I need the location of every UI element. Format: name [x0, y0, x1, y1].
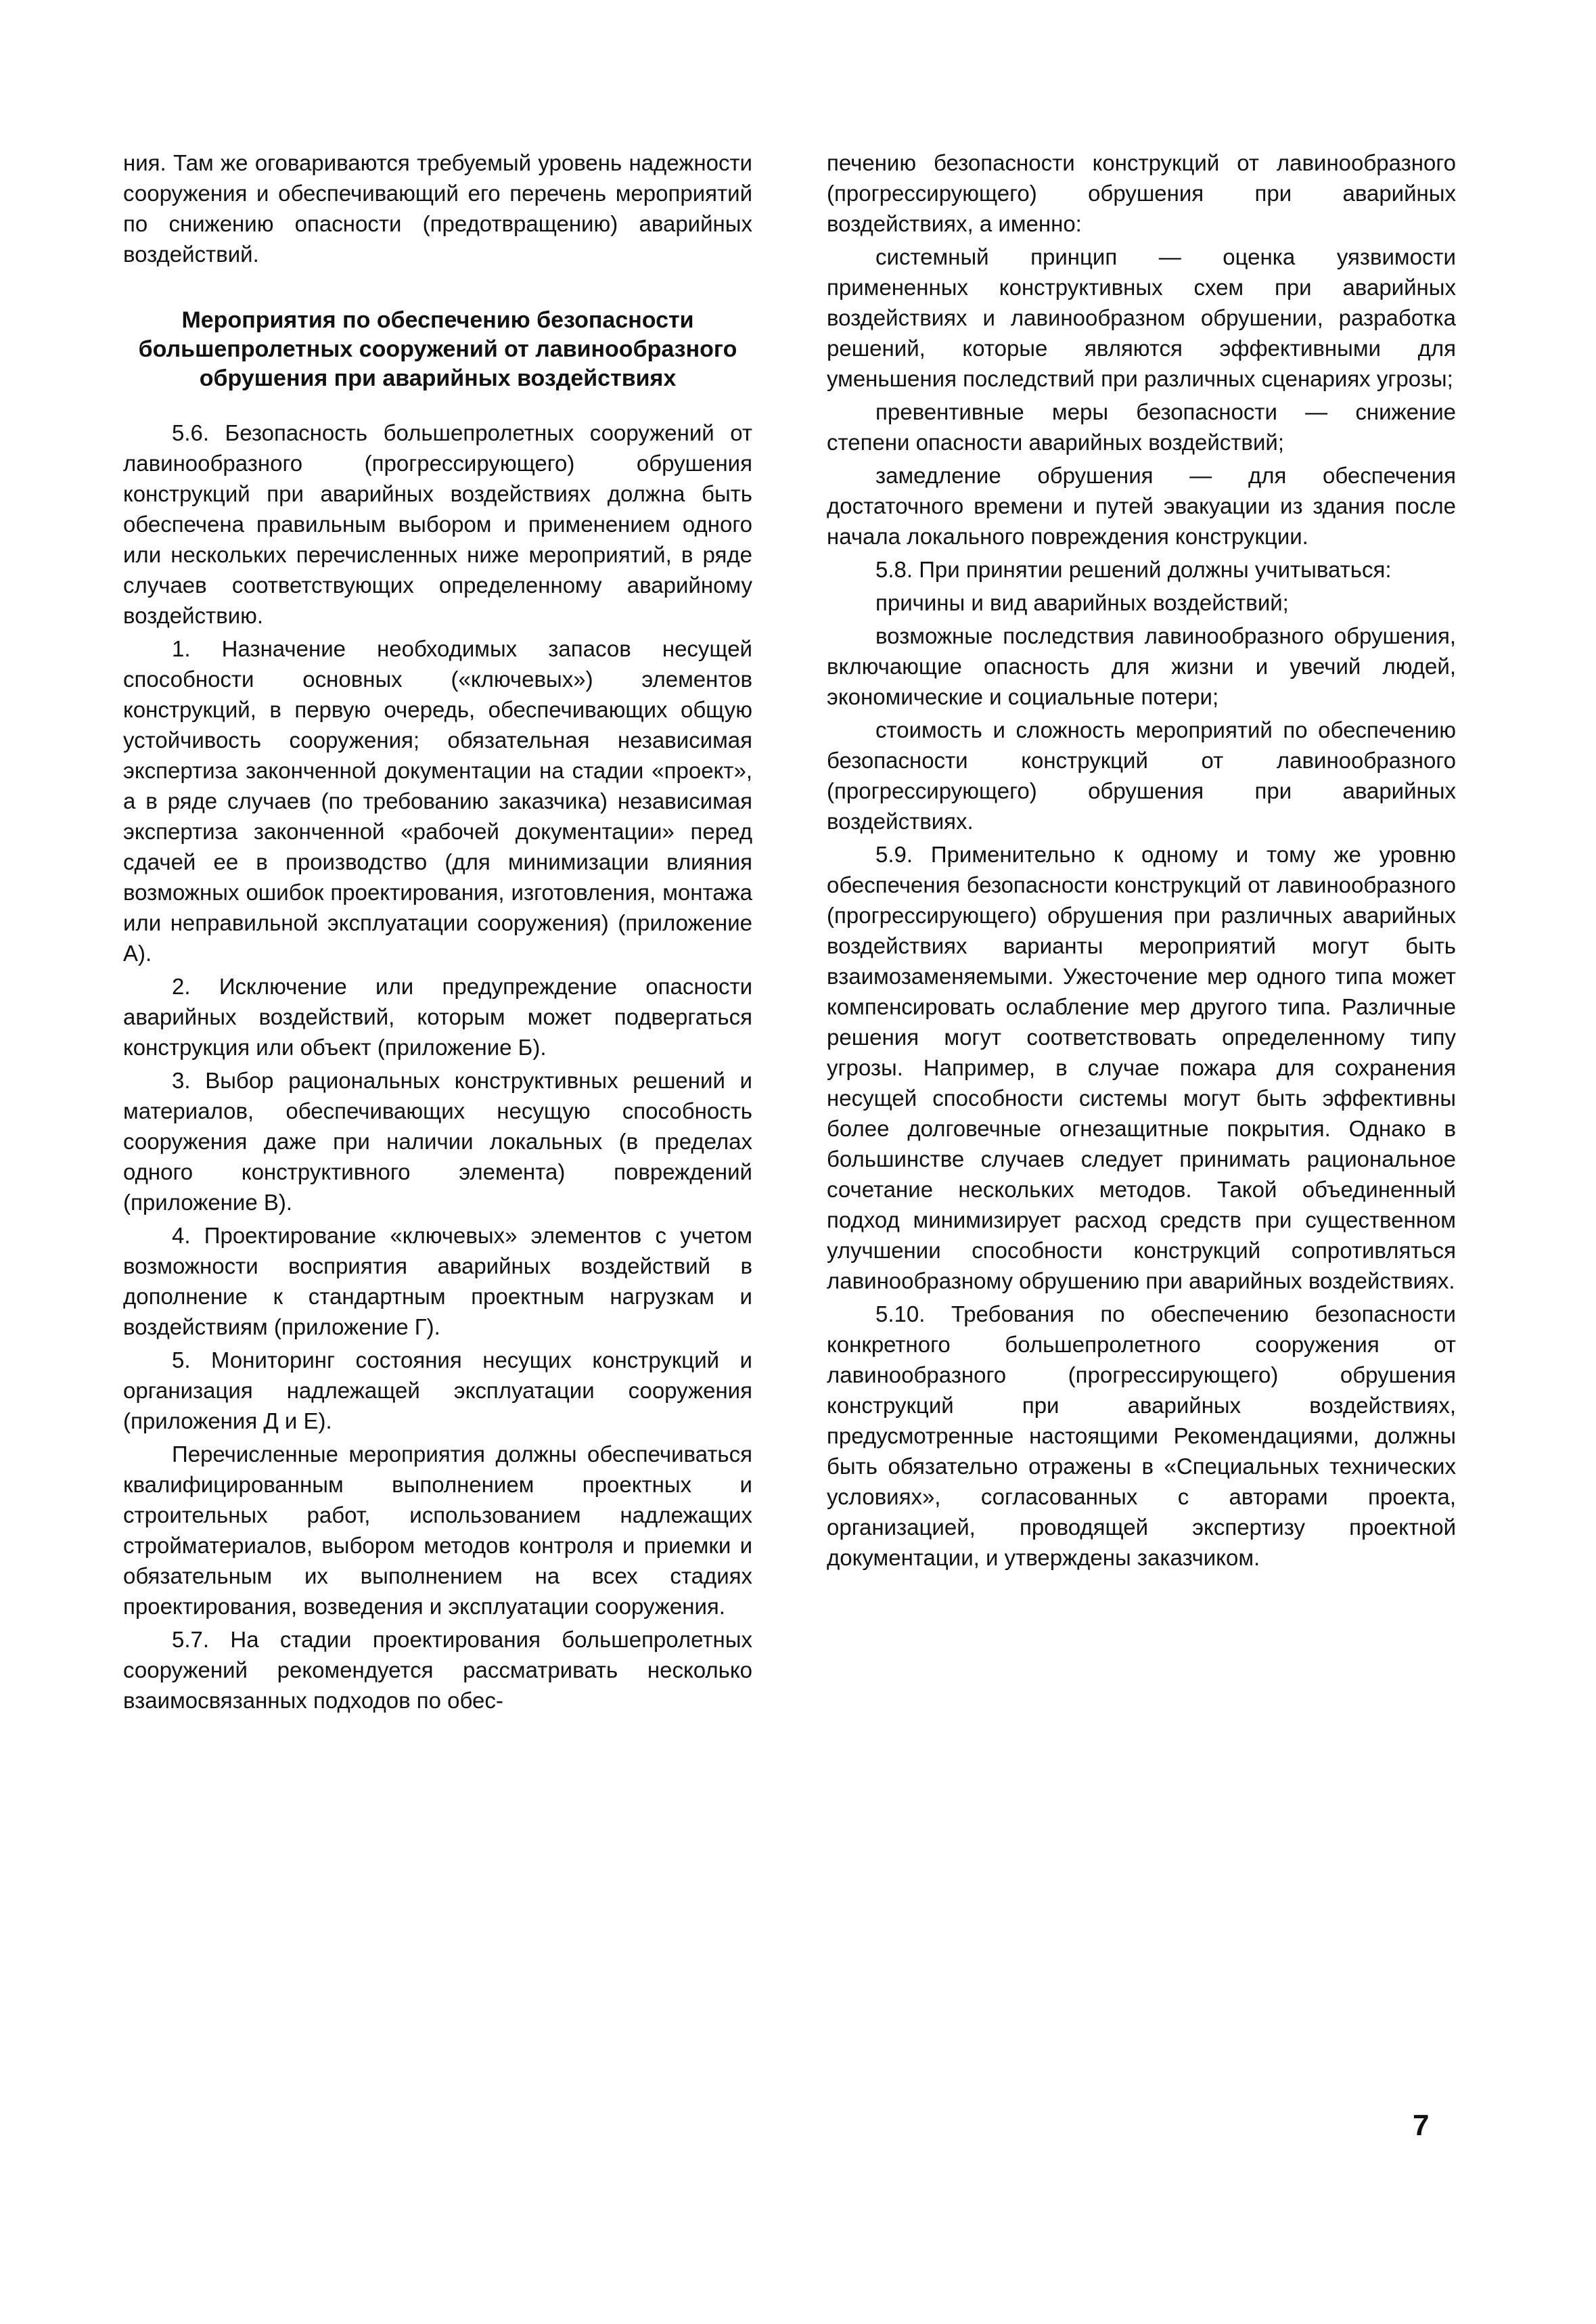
list-item-2: 2. Исключение или предупреждение опасности аварийных воздействий, которым может подвергаться конструкция или объект (приложение Б). — [123, 974, 752, 1060]
list-item-4: 4. Проектирование «ключевых» элементов с учетом возможности восприятия аварийных воздействий в дополнение к стандартным проектным нагрузкам и воздействиям (приложение Г). — [123, 1223, 752, 1339]
paragraph-5-9: 5.9. Применительно к одному и тому же уровню обеспечения безопасности конструкций от лавинообразного (прогрессирующего) обрушения при различных аварийных воздействиях варианты мероприятий могут быть взаимозаменяемыми. Ужесточение мер одного типа может компенсировать ослабление мер другого типа. Различные решения могут соответствовать определенному типу угрозы. Например, в случае пожара для сохранения несущей способности системы могут быть эффективны более долговечные огнезащитные покрытия. Однако в большинстве случаев следует принимать рациональное сочетание нескольких методов. Такой объединенный подход минимизирует расход средств при существенном улучшении способности конструкций сопротивляться лавинообразному обрушению при аварийных воздействиях. — [827, 842, 1456, 1293]
paragraph-5-6: 5.6. Безопасность большепролетных сооружений от лавинообразного (прогрессирующего) обрушения конструкций при аварийных воздействиях должна быть обеспечена правильным выбором и применением одного или нескольких перечисленных ниже мероприятий, в ряде случаев соответствующих определенному аварийному воздействию. — [123, 420, 752, 628]
list-item-1: 1. Назначение необходимых запасов несущей способности основных («ключевых») элементов конструкций, в первую очередь, обеспечивающих общую устойчивость сооружения; обязательная независимая экспертиза законченной документации на стадии «проект», а в ряде случаев (по требованию заказчика) независимая экспертиза законченной «рабочей документации» перед сдачей ее в производство (для минимизации влияния возможных ошибок проектирования, изготовления, монтажа или неправильной эксплуатации сооружения) (приложение А). — [123, 636, 752, 966]
paragraph-5-7: 5.7. На стадии проектирования большепролетных сооружений рекомендуется рассматривать несколько взаимосвязанных подходов по обес- — [123, 1627, 752, 1713]
paragraph-continuation: печению безопасности конструкций от лавинообразного (прогрессирующего) обрушения при аварийных воздействиях, а именно: — [827, 150, 1456, 236]
left-column — [123, 148, 752, 1718]
paragraph-slowdown: замедление обрушения — для обеспечения достаточного времени и путей эвакуации из здания после начала локального повреждения конструкции. — [827, 463, 1456, 549]
paragraph-system-principle: системный принцип — оценка уязвимости примененных конструктивных схем при аварийных воздействиях и лавинообразном обрушении, разработка решений, которые являются эффективными для уменьшения последствий при различных сценариях угрозы; — [827, 244, 1456, 391]
list-item-5: 5. Мониторинг состояния несущих конструкций и организация надлежащей эксплуатации сооружения (приложения Д и Е). — [123, 1347, 752, 1433]
list-item-3: 3. Выбор рациональных конструктивных решений и материалов, обеспечивающих несущую способность сооружения даже при наличии локальных (в пределах одного конструктивного элемента) повреждений (приложение В). — [123, 1068, 752, 1215]
right-column — [827, 148, 1456, 1576]
paragraph-preventive-measures: превентивные меры безопасности — снижение степени опасности аварийных воздействий; — [827, 399, 1456, 455]
paragraph-cost: стоимость и сложность мероприятий по обеспечению безопасности конструкций от лавинообразного (прогрессирующего) обрушения при аварийных воздействиях. — [827, 717, 1456, 834]
paragraph-causes: причины и вид аварийных воздействий; — [875, 590, 1289, 615]
paragraph-consequences: возможные последствия лавинообразного обрушения, включающие опасность для жизни и увечий людей, экономические и социальные потери; — [827, 623, 1456, 709]
paragraph-5-10: 5.10. Требования по обеспечению безопасности конкретного большепролетного сооружения от лавинообразного (прогрессирующего) обрушения конструкций при аварийных воздействиях, предусмотренные настоящими Рекомендациями, должны быть обязательно отражены в «Специальных технических условиях», согласованных с авторами проекта, организацией, проводящей экспертизу проектной документации, и утверждены заказчиком. — [827, 1301, 1456, 1570]
intro-paragraph: ния. Там же оговариваются требуемый уровень надежности сооружения и обеспечивающий его перечень мероприятий по снижению опасности (предотвращению) аварийных воздействий. — [123, 150, 752, 267]
section-heading: Мероприятия по обеспечению безопасности большепролетных сооружений от лавинообразного обрушения при аварийных воздействиях — [138, 307, 737, 391]
page-number: 7 — [1413, 2109, 1430, 2142]
paragraph-5-8: 5.8. При принятии решений должны учитываться: — [875, 557, 1392, 582]
paragraph-listed-measures: Перечисленные мероприятия должны обеспечиваться квалифицированным выполнением проектных и строительных работ, использованием надлежащих стройматериалов, выбором методов контроля и приемки и обязательным их выполнением на всех стадиях проектирования, возведения и эксплуатации сооружения. — [123, 1442, 752, 1619]
